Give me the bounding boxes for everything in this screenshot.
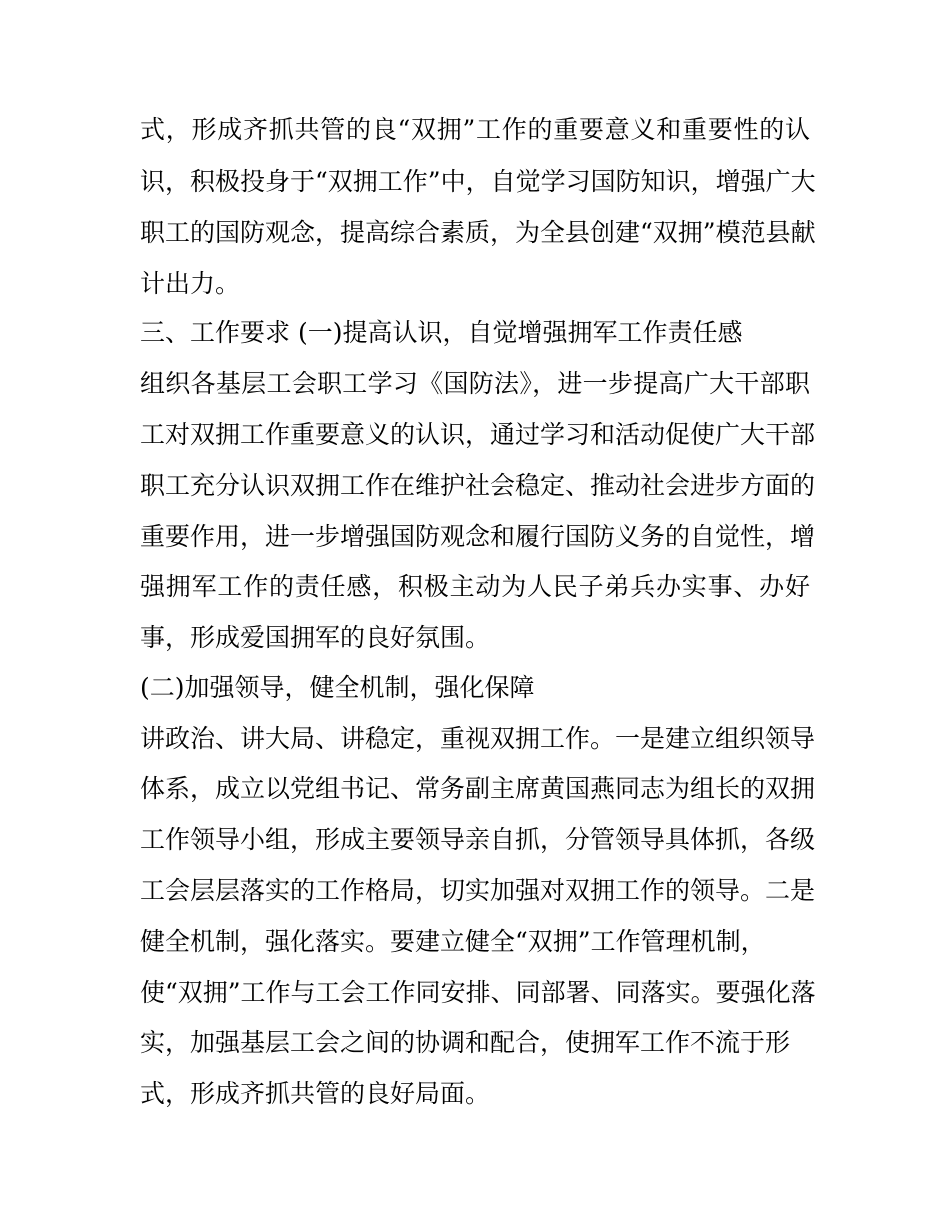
text-line: 重要作用，进一步增强国防观念和履行国防义务的自觉性，增 [140,522,816,551]
text-line: 计出力。 [140,269,241,298]
text-line: 识，积极投身于“双拥工作”中，自觉学习国防知识，增强广大 [140,167,816,196]
text-line: 职工的国防观念，提高综合素质，为全县创建“双拥”模范县献 [140,218,816,247]
text-line: 实，加强基层工会之间的协调和配合，使拥军工作不流于形 [140,1028,791,1057]
text-line: 讲政治、讲大局、讲稳定，重视双拥工作。一是建立组织领导 [140,724,816,753]
text-line: 工作领导小组，形成主要领导亲自抓，分管领导具体抓，各级 [140,825,816,854]
text-line: 工会层层落实的工作格局，切实加强对双拥工作的领导。二是 [140,876,816,905]
text-line: 使“双拥”工作与工会工作同安排、同部署、同落实。要强化落 [140,978,816,1007]
text-line: 式，形成齐抓共管的良好局面。 [140,1079,491,1108]
text-line: 式，形成齐抓共管的良“双拥”工作的重要意义和重要性的认 [140,115,810,144]
text-line: 组织各基层工会职工学习《国防法》，进一步提高广大干部职 [140,369,810,398]
text-line: 职工充分认识双拥工作在维护社会稳定、推动社会进步方面的 [140,471,816,500]
text-line: 健全机制，强化落实。要建立健全“双拥”工作管理机制， [140,927,766,956]
subsection-heading: (二)加强领导，健全机制，强化保障 [140,673,535,702]
text-line: 强拥军工作的责任感，积极主动为人民子弟兵办实事、办好 [140,572,810,601]
text-line: 体系，成立以党组书记、常务副主席黄国燕同志为组长的双拥 [140,774,816,803]
text-line: 工对双拥工作重要意义的认识，通过学习和活动促使广大干部 [140,420,816,449]
text-line: 事，形成爱国拥军的良好氛围。 [140,623,491,652]
section-heading: 三、工作要求 (一)提高认识，自觉增强拥军工作责任感 [140,318,743,347]
